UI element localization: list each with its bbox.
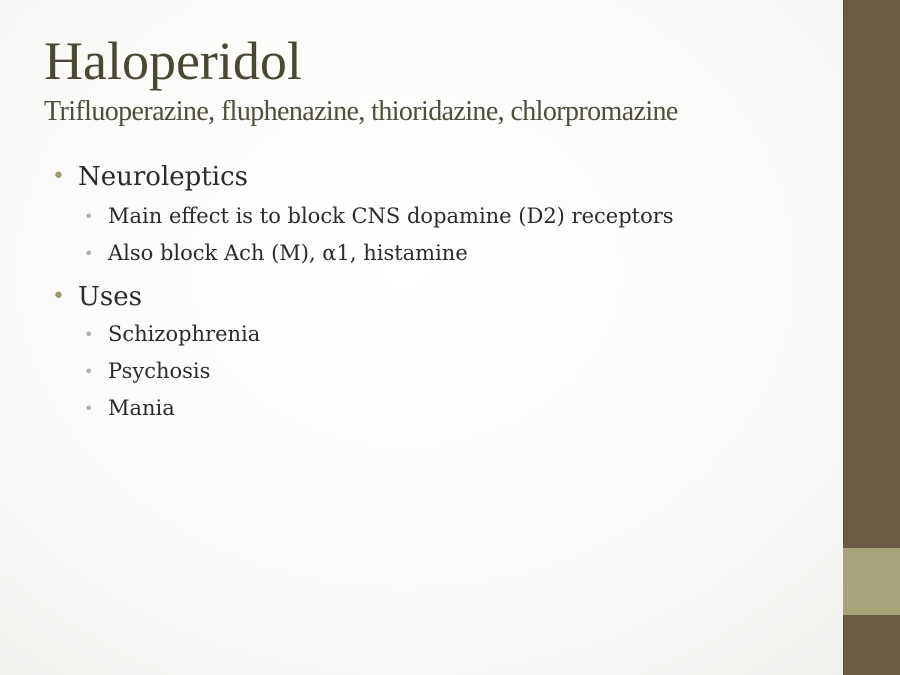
sub-bullet-item bbox=[78, 316, 832, 353]
decorative-side-accent bbox=[843, 548, 900, 615]
bullet-label: Uses bbox=[78, 282, 142, 312]
sub-bullet-label: Main effect is to block CNS dopamine (D2) receptors bbox=[108, 204, 674, 228]
slide-title: Haloperidol bbox=[44, 31, 302, 91]
bullet-label: Neuroleptics bbox=[78, 162, 248, 192]
sub-bullet-item bbox=[78, 198, 832, 235]
bullet-list bbox=[52, 158, 832, 427]
slide-subtitle: Trifluoperazine, fluphenazine, thioridazine, chlorpromazine bbox=[44, 96, 678, 127]
sub-bullet-label: Psychosis bbox=[108, 359, 211, 383]
sub-bullet-list bbox=[78, 198, 832, 272]
sub-bullet-item bbox=[78, 235, 832, 272]
bullet-icon: • bbox=[84, 362, 94, 381]
bullet-icon: • bbox=[84, 244, 94, 263]
sub-bullet-list bbox=[78, 316, 832, 427]
sub-bullet-item bbox=[78, 390, 832, 427]
bullet-icon: • bbox=[84, 207, 94, 226]
sub-bullet-item bbox=[78, 353, 832, 390]
bullet-uses bbox=[52, 278, 832, 427]
sub-bullet-label: Schizophrenia bbox=[108, 322, 261, 346]
bullet-icon: • bbox=[52, 284, 65, 309]
bullet-neuroleptics bbox=[52, 158, 832, 272]
sub-bullet-label: Mania bbox=[108, 396, 175, 420]
bullet-icon: • bbox=[84, 325, 94, 344]
bullet-icon: • bbox=[52, 164, 65, 189]
sub-bullet-label: Also block Ach (M), α1, histamine bbox=[108, 241, 468, 265]
bullet-icon: • bbox=[84, 399, 94, 418]
